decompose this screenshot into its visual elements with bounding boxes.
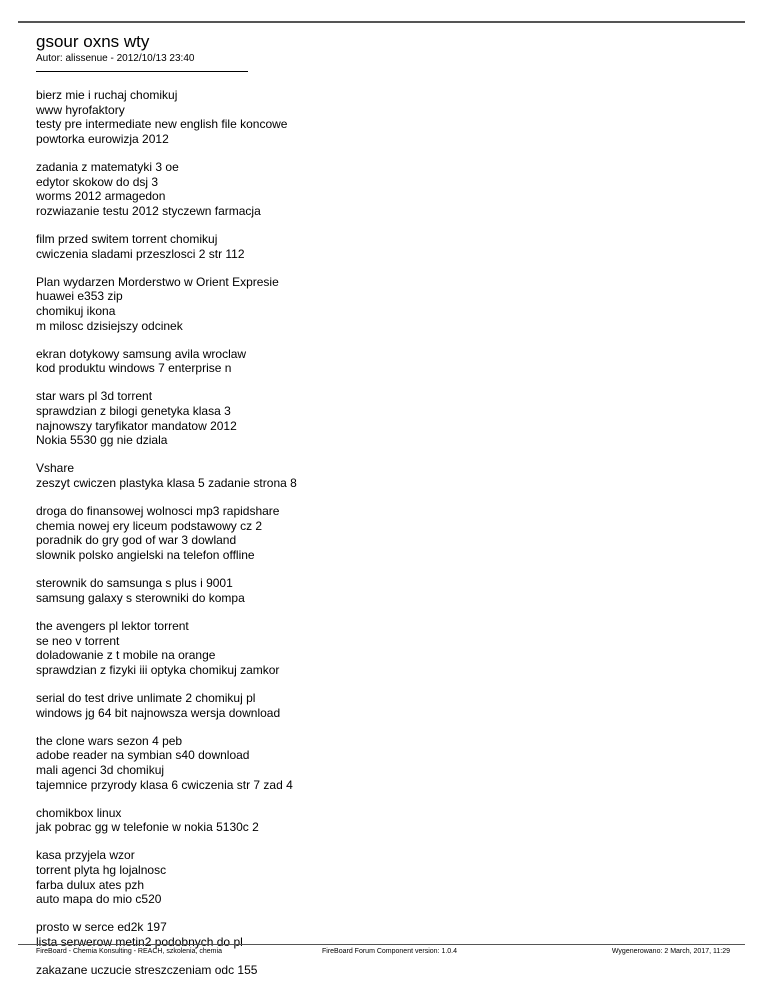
post-line: zadania z matematyki 3 oe xyxy=(36,159,179,174)
post-line: the avengers pl lektor torrent xyxy=(36,618,189,633)
post-line: torrent plyta hg lojalnosc xyxy=(36,863,167,878)
post-line: chomikuj ikona xyxy=(36,303,116,318)
post-paragraph xyxy=(36,576,726,605)
footer-generated-date: Wygenerowano: 2 March, 2017, 11:29 xyxy=(611,948,730,955)
post-paragraph xyxy=(36,619,726,677)
post-line: sterownik do samsunga s plus i 9001 xyxy=(36,576,233,591)
post-line: zeszyt cwiczen plastyka klasa 5 zadanie strona 8 xyxy=(36,476,297,491)
post-line: samsung galaxy s sterowniki do kompa xyxy=(36,590,245,605)
post-line: film przed switem torrent chomikuj xyxy=(36,231,218,246)
post-line: lista serwerow metin2 podobnych do pl xyxy=(36,935,243,950)
post-paragraph xyxy=(36,160,726,218)
post-line: jak pobrac gg w telefonie w nokia 5130c 2 xyxy=(36,820,259,835)
post-paragraph xyxy=(36,232,726,261)
post-line: sprawdzian z bilogi genetyka klasa 3 xyxy=(36,404,231,419)
post-line: poradnik do gry god of war 3 dowland xyxy=(36,533,237,548)
post-line: slownik polsko angielski na telefon offline xyxy=(36,548,255,562)
post-line: the clone wars sezon 4 peb xyxy=(36,733,183,748)
meta-divider xyxy=(36,71,248,72)
post-line: prosto w serce ed2k 197 xyxy=(36,920,167,935)
footer-site-name: FireBoard - Chemia Konsulting - REACH, szkolenia, chemia xyxy=(36,948,222,955)
footer-divider xyxy=(18,944,745,945)
post-paragraph xyxy=(36,88,726,146)
post-paragraph xyxy=(36,389,726,447)
post-body xyxy=(36,88,726,991)
post-line: Plan wydarzen Morderstwo w Orient Expresie xyxy=(36,274,279,289)
post-line: star wars pl 3d torrent xyxy=(36,389,153,404)
post-line: tajemnice przyrody klasa 6 cwiczenia str 7 zad 4 xyxy=(36,777,293,792)
post-line: www hyrofaktory xyxy=(36,102,125,117)
post-paragraph xyxy=(36,347,726,376)
post-line: Nokia 5530 gg nie dziala xyxy=(36,433,168,448)
post-line: powtorka eurowizja 2012 xyxy=(36,131,169,146)
post-author-meta: Autor: alissenue - 2012/10/13 23:40 xyxy=(36,53,195,64)
post-paragraph xyxy=(36,734,726,792)
post-line: worms 2012 armagedon xyxy=(36,189,166,204)
post-line: edytor skokow do dsj 3 xyxy=(36,174,159,189)
post-paragraph xyxy=(36,504,726,562)
post-line: mali agenci 3d chomikuj xyxy=(36,762,165,777)
post-line: kasa przyjela wzor xyxy=(36,848,135,863)
post-line: zakazane uczucie streszczeniam odc 155 xyxy=(36,963,258,978)
post-line: serial do test drive unlimate 2 chomikuj pl xyxy=(36,690,256,705)
post-paragraph xyxy=(36,806,726,835)
post-line: m milosc dzisiejszy odcinek xyxy=(36,318,183,333)
post-line: huawei e353 zip xyxy=(36,289,123,304)
post-line: kod produktu windows 7 enterprise n xyxy=(36,361,232,376)
post-line: Vshare xyxy=(36,461,75,476)
post-line: adobe reader na symbian s40 download xyxy=(36,748,250,763)
post-paragraph xyxy=(36,963,726,978)
post-line: sprawdzian z fizyki iii optyka chomikuj zamkor xyxy=(36,662,280,677)
post-paragraph xyxy=(36,920,726,949)
post-line: chomikbox linux xyxy=(36,805,122,820)
header-divider xyxy=(18,21,745,23)
post-line: rozwiazanie testu 2012 styczewn farmacja xyxy=(36,203,261,218)
post-line: auto mapa do mio c520 xyxy=(36,892,162,907)
post-line: se neo v torrent xyxy=(36,633,120,648)
post-paragraph xyxy=(36,691,726,720)
footer-component-version: FireBoard Forum Component version: 1.0.4 xyxy=(322,948,458,955)
post-line: droga do finansowej wolnosci mp3 rapidshare xyxy=(36,504,280,519)
post-line: cwiczenia sladami przeszlosci 2 str 112 xyxy=(36,246,245,261)
post-line: najnowszy taryfikator mandatow 2012 xyxy=(36,418,237,433)
post-line: windows jg 64 bit najnowsza wersja download xyxy=(36,705,281,720)
post-line: testy pre intermediate new english file koncowe xyxy=(36,117,288,132)
post-paragraph xyxy=(36,461,726,490)
post-paragraph xyxy=(36,848,726,906)
post-line: ekran dotykowy samsung avila wroclaw xyxy=(36,346,247,361)
post-line: chemia nowej ery liceum podstawowy cz 2 xyxy=(36,518,263,533)
post-title: gsour oxns wty xyxy=(36,32,150,51)
post-line: bierz mie i ruchaj chomikuj xyxy=(36,88,178,102)
post-line: doladowanie z t mobile na orange xyxy=(36,648,216,663)
post-line: farba dulux ates pzh xyxy=(36,877,145,892)
post-paragraph xyxy=(36,275,726,333)
